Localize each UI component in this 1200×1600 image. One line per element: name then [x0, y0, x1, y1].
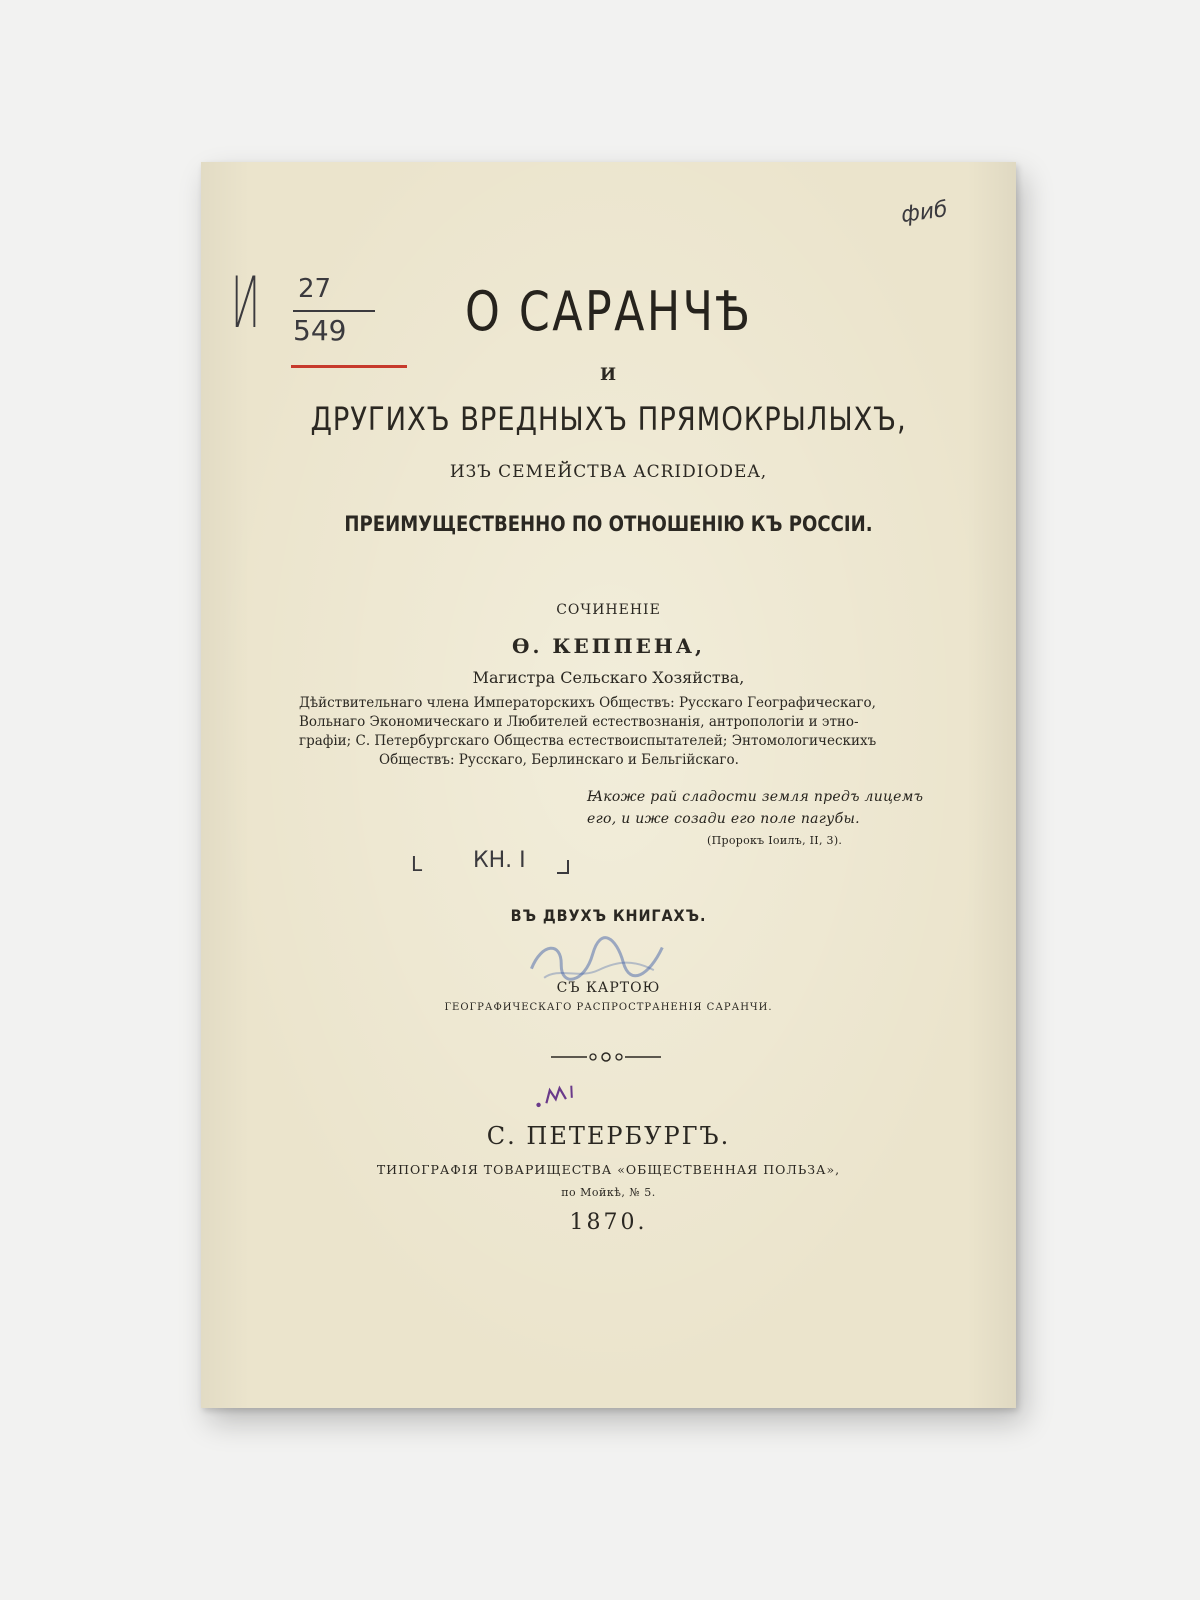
book-title: О САРАНЧѢ	[464, 280, 753, 343]
call-number-bottom: 549	[293, 314, 347, 347]
title-conjunction: И	[599, 365, 618, 385]
author-memberships	[299, 694, 919, 770]
imprint-city: С. ПЕТЕРБУРГЪ.	[486, 1122, 731, 1150]
epigraph-reference: (Пророкъ Іоилъ, II, 3).	[707, 834, 843, 847]
work-label: СОЧИНЕНІЕ	[556, 602, 661, 618]
subtitle-family: ИЗЪ СЕМЕЙСТВА ACRIDIODEA,	[449, 462, 768, 482]
book-title-page	[201, 162, 1016, 1408]
map-description: ГЕОГРАФИЧЕСКАГО РАСПРОСТРАНЕНІЯ САРАНЧИ.	[444, 1002, 773, 1013]
ornament-divider-icon	[551, 1047, 661, 1067]
subtitle-russia: ПРЕИМУЩЕСТВЕННО ПО ОТНОШЕНІЮ КЪ РОССІИ.	[344, 512, 873, 536]
purple-ink-mark-icon	[529, 1076, 593, 1114]
author-name: Ѳ. КЕППЕНА,	[512, 634, 705, 658]
epigraph-line: его, и иже созади его поле пагубы.	[587, 811, 860, 827]
author-degree: Магистра Сельскаго Хозяйства,	[472, 668, 745, 687]
handwritten-volume-mark: КН. I	[473, 848, 526, 873]
membership-line: Обществъ: Русскаго, Берлинскаго и Бельгійскаго.	[379, 752, 739, 768]
call-number-letter: И	[231, 262, 261, 344]
shelf-mark: фиб	[899, 196, 950, 229]
call-number-top: 27	[298, 274, 332, 304]
handwritten-corner-mark-right	[557, 860, 569, 874]
membership-line: графіи; С. Петербургскаго Общества естествоиспытателей; Энтомологическихъ	[299, 733, 877, 749]
subtitle-orthoptera: ДРУГИХЪ ВРЕДНЫХЪ ПРЯМОКРЫЛЫХЪ,	[310, 400, 907, 438]
epigraph-line: Ꙗкоже рай сладости земля предъ лицемъ	[587, 789, 924, 805]
map-note: СЪ КАРТОЮ	[556, 980, 661, 996]
imprint-year: 1870.	[569, 1210, 648, 1235]
imprint-printer: ТИПОГРАФІЯ ТОВАРИЩЕСТВА «ОБЩЕСТВЕННАЯ ПОЛЬЗА»,	[376, 1162, 841, 1177]
membership-line: Вольнаго Экономическаго и Любителей естествознанія, антропологіи и этно-	[299, 714, 859, 730]
epigraph	[587, 786, 927, 852]
membership-line: Дѣйствительнаго члена Императорскихъ Обществъ: Русскаго Географическаго,	[299, 695, 876, 711]
imprint-address: по Мойкѣ, № 5.	[561, 1186, 656, 1199]
volumes-note: ВЪ ДВУХЪ КНИГАХЪ.	[510, 906, 707, 925]
handwritten-corner-mark: L	[411, 852, 423, 876]
